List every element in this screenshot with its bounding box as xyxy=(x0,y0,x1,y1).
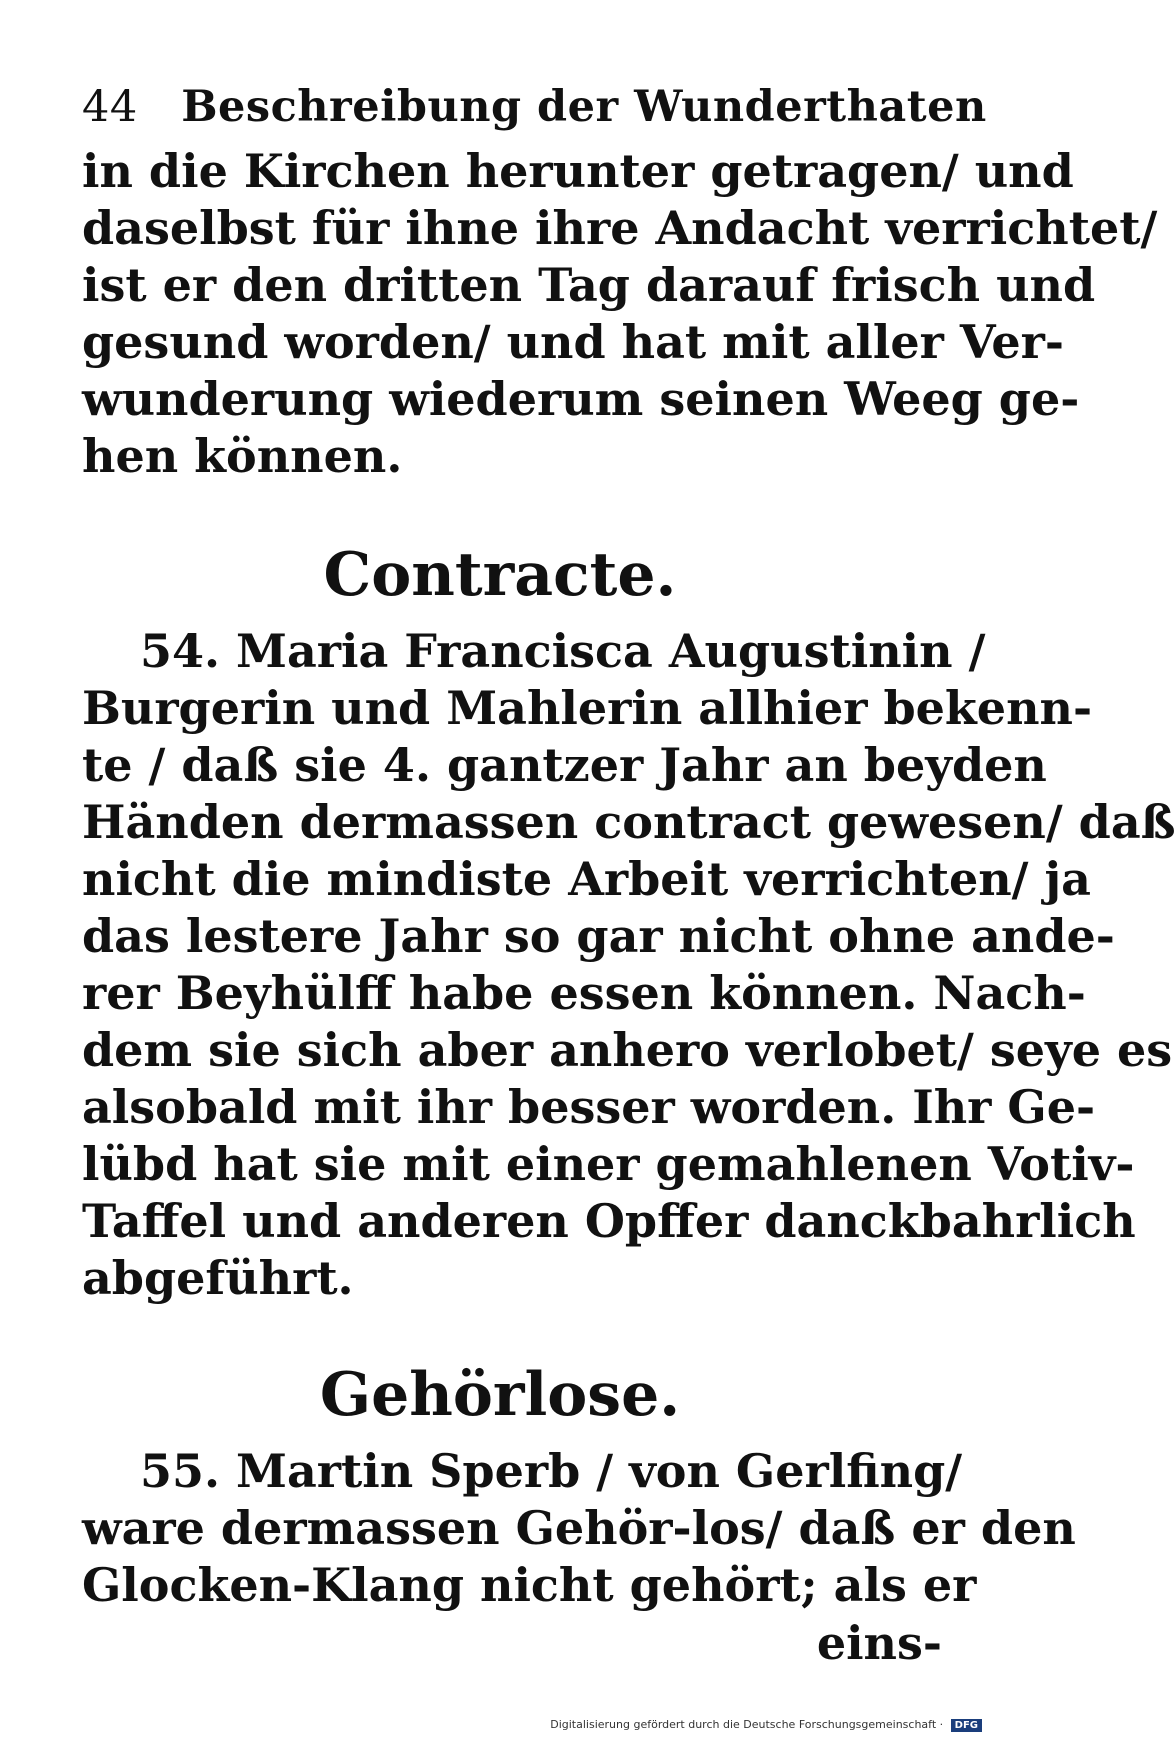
running-title: Beschreibung der Wunderthaten xyxy=(181,82,987,132)
text-line: ware dermassen Gehör-los/ daß er den xyxy=(82,1501,1076,1555)
dfg-logo: DFG xyxy=(951,1719,982,1732)
text-line: ist er den dritten Tag darauf frisch und xyxy=(82,258,1096,312)
text-line: Glocken-Klang nicht gehört; als er xyxy=(82,1558,977,1612)
text-line: das lestere Jahr so gar nicht ohne ande- xyxy=(82,909,1115,963)
page-number: 44 xyxy=(82,82,138,132)
text-line: daselbst für ihne ihre Andacht verrichtet/ xyxy=(82,201,1158,255)
text-line: 54. Maria Francisca Augustinin / xyxy=(140,624,986,678)
text-line: te / daß sie 4. gantzer Jahr an beyden xyxy=(82,738,1047,792)
text-line: rer Beyhülff habe essen können. Nach- xyxy=(82,966,1086,1020)
section-heading-contracte: Contracte. xyxy=(323,540,677,610)
text-line: wunderung wiederum seinen Weeg ge- xyxy=(82,372,1080,426)
text-line: 55. Martin Sperb / von Gerlfing/ xyxy=(140,1444,963,1498)
digitization-footer xyxy=(550,1718,982,1732)
text-line: Burgerin und Mahlerin allhier bekenn- xyxy=(82,681,1093,735)
text-line: Händen dermassen contract gewesen/ daß xyxy=(82,795,1176,849)
text-line: dem sie sich aber anhero verlobet/ seye es xyxy=(82,1023,1173,1077)
catchword: eins- xyxy=(816,1616,942,1670)
text-line: gesund worden/ und hat mit aller Ver- xyxy=(82,315,1064,369)
footer-text: Digitalisierung gefördert durch die Deutsche Forschungsgemeinschaft · xyxy=(550,1718,944,1731)
text-line: lübd hat sie mit einer gemahlenen Votiv- xyxy=(82,1137,1135,1191)
running-header xyxy=(82,82,987,132)
section-heading-gehorlose: Gehörlose. xyxy=(319,1360,681,1430)
text-line: nicht die mindiste Arbeit verrichten/ ja xyxy=(82,852,1091,906)
text-line: alsobald mit ihr besser worden. Ihr Ge- xyxy=(82,1080,1096,1134)
text-line: Taffel und anderen Opffer danckbahrlich xyxy=(82,1194,1136,1248)
text-line: abgeführt. xyxy=(82,1251,354,1305)
text-line: in die Kirchen herunter getragen/ und xyxy=(82,144,1074,198)
text-line: hen können. xyxy=(82,429,403,483)
